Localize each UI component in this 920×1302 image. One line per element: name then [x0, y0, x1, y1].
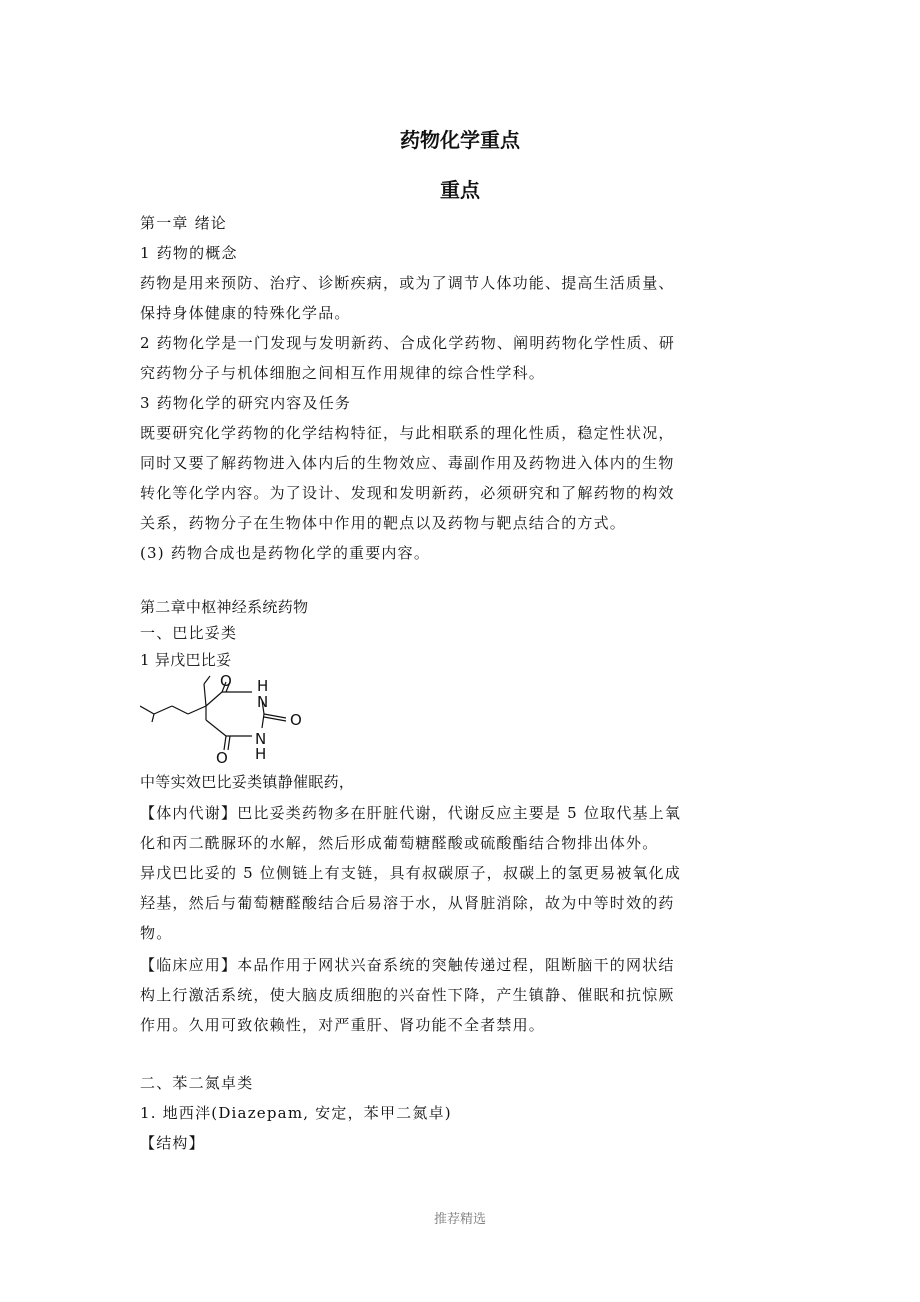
text-line: 保持身体健康的特殊化学品。 [140, 304, 351, 322]
text-line: (3) 药物合成也是药物化学的重要内容。 [140, 544, 431, 562]
text-line: 关系，药物分子在生物体中作用的靶点以及药物与靶点结合的方式。 [140, 514, 627, 532]
text-line: 【临床应用】本品作用于网状兴奋系统的突触传递过程，阻断脑干的网状结 [140, 956, 675, 974]
text-line: 1 药物的概念 [140, 244, 238, 262]
text-line: 羟基，然后与葡萄糖醛酸结合后易溶于水，从肾脏消除，故为中等时效的药 [140, 894, 675, 912]
text-line: 构上行激活系统，使大脑皮质细胞的兴奋性下降，产生镇静、催眠和抗惊厥 [140, 986, 675, 1004]
text-line: 【体内代谢】巴比妥类药物多在肝脏代谢，代谢反应主要是 5 位取代基上氧 [140, 804, 682, 822]
text-line: 作用。久用可致依赖性，对严重肝、肾功能不全者禁用。 [140, 1016, 546, 1034]
text-line: 转化等化学内容。为了设计、发现和发明新药，必须研究和了解药物的构效 [140, 484, 675, 502]
text-line: 既要研究化学药物的化学结构特征，与此相联系的理化性质，稳定性状况， [140, 424, 675, 442]
atom-label: H [257, 677, 269, 695]
atom-label: O [216, 749, 228, 767]
chapter-1-heading: 第一章 绪论 [140, 214, 227, 232]
section-heading: 二、苯二氮卓类 [140, 1074, 254, 1092]
drug-heading: 1. 地西泮(Diazepam, 安定，苯甲二氮卓) [140, 1104, 452, 1122]
section-heading: 一、巴比妥类 [140, 624, 238, 642]
text-line: 异戊巴比妥的 5 位侧链上有支链，具有叔碳原子，叔碳上的氢更易被氧化成 [140, 864, 682, 882]
atom-label: N [255, 730, 267, 748]
text-line: 中等实效巴比妥类镇静催眠药， [140, 773, 355, 791]
text-line: 药物是用来预防、治疗、诊断疾病，或为了调节人体功能、提高生活质量、 [140, 274, 675, 292]
text-line: 3 药物化学的研究内容及任务 [140, 394, 352, 412]
drug-heading: 1 异戊巴比妥 [140, 651, 232, 669]
atom-label: N [257, 693, 269, 711]
amobarbital-structure [140, 672, 320, 768]
text-line: 物。 [140, 924, 173, 942]
atom-label: O [220, 672, 232, 690]
text-line: 2 药物化学是一门发现与发明新药、合成化学药物、阐明药物化学性质、研 [140, 334, 676, 352]
atom-label: O [290, 711, 302, 729]
document-subtitle: 重点 [440, 178, 480, 202]
structure-label: 【结构】 [140, 1134, 205, 1152]
text-line: 化和丙二酰脲环的水解，然后形成葡萄糖醛酸或硫酸酯结合物排出体外。 [140, 834, 659, 852]
document-title: 药物化学重点 [400, 128, 520, 152]
atom-label: H [255, 745, 267, 763]
text-line: 同时又要了解药物进入体内后的生物效应、毒副作用及药物进入体内的生物 [140, 454, 675, 472]
page-footer: 推荐精选 [433, 1212, 486, 1227]
chapter-2-heading: 第二章中枢神经系统药物 [140, 598, 309, 616]
text-line: 究药物分子与机体细胞之间相互作用规律的综合性学科。 [140, 364, 546, 382]
